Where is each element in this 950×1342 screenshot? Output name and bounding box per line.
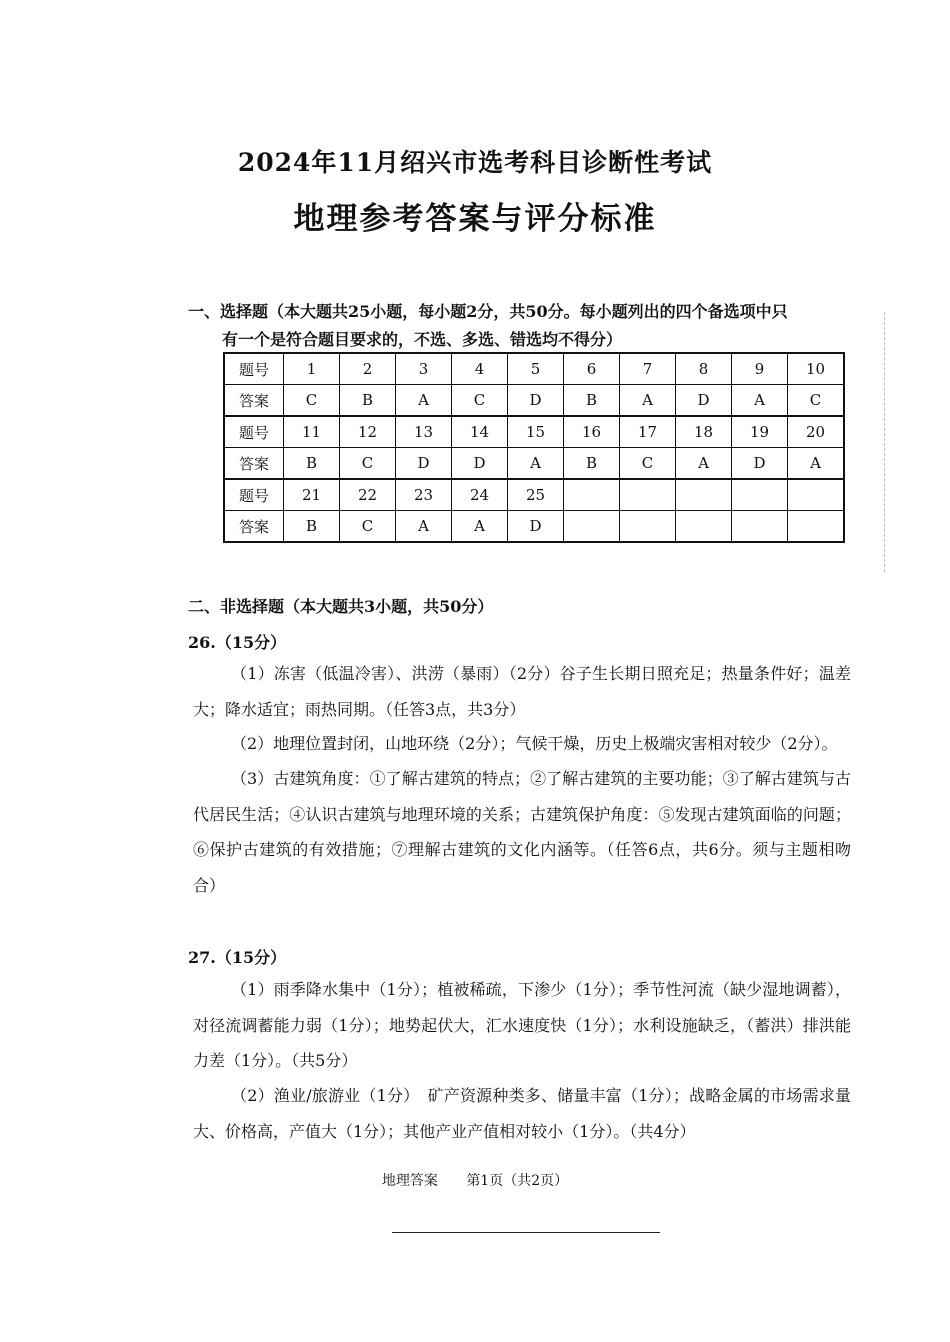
question-number-cell: 4 (452, 353, 508, 385)
answer-cell: C (452, 385, 508, 417)
question-number-cell: 15 (508, 416, 564, 448)
answer-cell: A (788, 448, 845, 480)
question-number-cell: 22 (340, 479, 396, 511)
answer-cell: B (284, 448, 340, 480)
answer-cell: C (340, 448, 396, 480)
question-26-title: 26.（15分） (188, 633, 287, 652)
question-number-cell (788, 479, 845, 511)
answer-cell: C (340, 511, 396, 543)
question-number-cell: 9 (732, 353, 788, 385)
exam-title: 2024年11月绍兴市选考科目诊断性考试 (237, 148, 713, 177)
answer-cell: B (564, 385, 620, 417)
answer-table (223, 352, 845, 543)
question-number-cell: 5 (508, 353, 564, 385)
question-26-part2: （2）地理位置封闭，山地环绕（2分）；气候干燥，历史上极端灾害相对较少（2分）。 (231, 734, 838, 753)
answer-cell: A (396, 385, 452, 417)
answer-cell: A (452, 511, 508, 543)
answer-cell: D (452, 448, 508, 480)
section1-intro-line2: 有一个是符合题目要求的，不选、多选、错选均不得分） (222, 330, 623, 349)
answer-table-num-row (224, 353, 844, 385)
question-27-part1: （1）雨季降水集中（1分）；植被稀疏，下渗少（1分）；季节性河流（缺少湿地调蓄），对径流调蓄能力弱（1分）；地势起伏大，汇水速度快（1分）；水利设施缺乏，（蓄洪）排洪能力差（1分）。（共5分） (193, 980, 851, 1070)
question-27-title: 27.（15分） (188, 948, 287, 967)
question-number-cell: 11 (284, 416, 340, 448)
answer-cell: A (732, 385, 788, 417)
section1-intro-line1: 一、选择题（本大题共25小题，每小题2分，共50分。每小题列出的四个备选项中只 (188, 302, 788, 321)
question-number-cell: 19 (732, 416, 788, 448)
question-number-cell (564, 479, 620, 511)
row-label-answer: 答案 (224, 385, 284, 417)
answer-cell: A (676, 448, 732, 480)
page-footer (0, 1170, 950, 1190)
answer-cell: D (732, 448, 788, 480)
document-title: 地理参考答案与评分标准 (293, 201, 657, 237)
question-number-cell: 12 (340, 416, 396, 448)
question-number-cell: 17 (620, 416, 676, 448)
footer-page-number: 第1页（共2页） (466, 1173, 569, 1189)
row-label-num: 题号 (224, 479, 284, 511)
answer-cell (732, 511, 788, 543)
answer-table-answer-row (224, 385, 844, 417)
answer-cell: C (620, 448, 676, 480)
answer-cell: D (396, 448, 452, 480)
row-label-num: 题号 (224, 416, 284, 448)
question-number-cell (620, 479, 676, 511)
row-label-num: 题号 (224, 353, 284, 385)
answer-cell (676, 511, 732, 543)
question-number-cell: 25 (508, 479, 564, 511)
question-number-cell: 2 (340, 353, 396, 385)
question-number-cell: 3 (396, 353, 452, 385)
question-number-cell: 14 (452, 416, 508, 448)
answer-cell: A (620, 385, 676, 417)
question-number-cell: 18 (676, 416, 732, 448)
answer-table-num-row (224, 416, 844, 448)
answer-cell (788, 511, 845, 543)
row-label-answer: 答案 (224, 511, 284, 543)
question-number-cell: 7 (620, 353, 676, 385)
answer-cell: D (508, 511, 564, 543)
answer-cell: A (396, 511, 452, 543)
footer-divider (392, 1232, 660, 1233)
answer-cell: B (340, 385, 396, 417)
scan-edge-mark (884, 312, 885, 572)
answer-table-answer-row (224, 511, 844, 543)
answer-cell: C (284, 385, 340, 417)
question-number-cell: 6 (564, 353, 620, 385)
question-number-cell (676, 479, 732, 511)
section2-heading: 二、非选择题（本大题共3小题，共50分） (188, 597, 494, 616)
answer-cell (620, 511, 676, 543)
row-label-answer: 答案 (224, 448, 284, 480)
question-number-cell: 1 (284, 353, 340, 385)
question-number-cell: 21 (284, 479, 340, 511)
question-27-part2: （2）渔业/旅游业（1分） 矿产资源种类多、储量丰富（1分）；战略金属的市场需求量大、价格高，产值大（1分）；其他产业产值相对较小（1分）。（共4分） (193, 1086, 851, 1141)
answer-cell (564, 511, 620, 543)
answer-cell: C (788, 385, 845, 417)
question-number-cell: 13 (396, 416, 452, 448)
answer-table-num-row (224, 479, 844, 511)
question-number-cell: 20 (788, 416, 845, 448)
question-number-cell: 10 (788, 353, 845, 385)
question-number-cell: 8 (676, 353, 732, 385)
section1-intro (188, 298, 838, 354)
answer-cell: D (676, 385, 732, 417)
question-number-cell: 16 (564, 416, 620, 448)
question-number-cell: 24 (452, 479, 508, 511)
question-number-cell: 23 (396, 479, 452, 511)
answer-table-answer-row (224, 448, 844, 480)
answer-cell: D (508, 385, 564, 417)
answer-cell: A (508, 448, 564, 480)
question-26-part3: （3）古建筑角度：①了解古建筑的特点；②了解古建筑的主要功能；③了解古建筑与古代居民生活；④认识古建筑与地理环境的关系；古建筑保护角度：⑤发现古建筑面临的问题；⑥保护古建筑的有效措施；⑦理解古建筑的文化内涵等。（任答6点，共6分。须与主题相吻合） (193, 769, 851, 895)
answer-cell: B (564, 448, 620, 480)
answer-cell: B (284, 511, 340, 543)
question-26-part1: （1）冻害（低温冷害）、洪涝（暴雨）（2分）谷子生长期日照充足；热量条件好；温差大；降水适宜；雨热同期。（任答3点，共3分） (193, 664, 851, 719)
footer-subject: 地理答案 (381, 1173, 438, 1189)
question-number-cell (732, 479, 788, 511)
